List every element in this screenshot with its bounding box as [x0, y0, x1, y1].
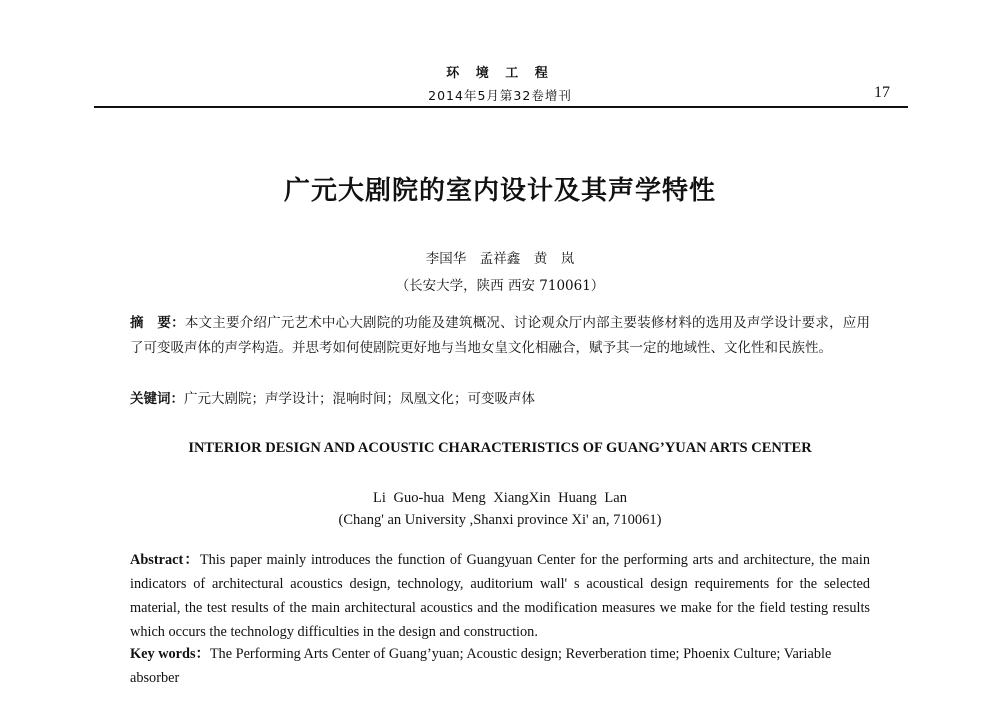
abstract-en-text: This paper mainly introduces the function of Guangyuan Center for the performing arts and architecture, the main indicators of architectural acoustics design, technology, auditorium wall' s acoustical design requirements for the selected material, the test results of the main architectural acoustics and the modification measures we make for the field testing results which occurs the technology difficulties in the design and construction.	[130, 552, 871, 640]
abstract-cn	[130, 311, 870, 361]
keywords-en-text: The Performing Arts Center of Guang’yuan; Acoustic design; Reverberation time; Phoenix Culture; Variable absorber	[130, 646, 832, 686]
abstract-en-label: Abstract：	[130, 552, 200, 568]
paper-title-en: INTERIOR DESIGN AND ACOUSTIC CHARACTERISTICS OF GUANG’YUAN ARTS CENTER	[188, 440, 812, 456]
authors-en: Li Guo-hua Meng XiangXin Huang Lan	[373, 490, 627, 506]
paper-title-cn: 广元大剧院的室内设计及其声学特性	[283, 176, 716, 206]
keywords-en-label: Key words：	[130, 646, 210, 662]
keywords-cn-text: 广元大剧院；声学设计；混响时间；凤凰文化；可变吸声体	[184, 391, 535, 407]
abstract-en	[130, 548, 870, 644]
journal-issue: 2014年5月第32卷增刊	[428, 88, 572, 103]
page-number: 17	[874, 84, 890, 101]
affiliation-en: (Chang' an University ,Shanxi province Xi' an, 710061)	[338, 512, 662, 528]
abstract-cn-label: 摘 要：	[130, 315, 185, 331]
header-divider	[94, 106, 908, 108]
authors-cn: 李国华 孟祥鑫 黄 岚	[425, 251, 575, 267]
abstract-cn-text: 本文主要介绍广元艺术中心大剧院的功能及建筑概况、讨论观众厅内部主要装修材料的选用及声学设计要求，应用了可变吸声体的声学构造。并思考如何使剧院更好地与当地女皇文化相融合，赋予其一定的地域性、文化性和民族性。	[130, 315, 871, 356]
journal-name: 环 境 工 程	[446, 66, 554, 81]
keywords-cn-label: 关键词：	[130, 391, 184, 407]
keywords-en	[130, 642, 870, 690]
keywords-cn	[130, 387, 870, 412]
affiliation-cn: （长安大学，陕西 西安 710061）	[395, 278, 605, 294]
